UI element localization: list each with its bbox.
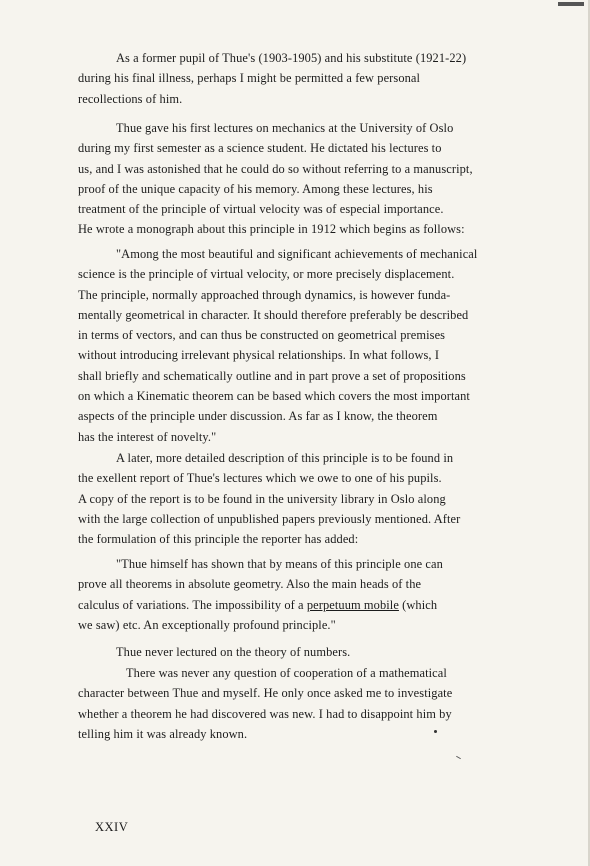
- text-line: character between Thue and myself. He only once asked me to investigate: [78, 686, 453, 701]
- scan-speck: [456, 756, 461, 759]
- paragraph-4: [78, 448, 518, 549]
- text-line: telling him it was already known.: [78, 726, 248, 741]
- text-line: without introducing irrelevant physical relationships. In what follows, I: [78, 348, 440, 363]
- text-line: The principle, normally approached through dynamics, is however funda-: [78, 287, 451, 302]
- underlined-phrase: perpetuum mobile: [306, 597, 399, 612]
- text-line: we saw) etc. An exceptionally profound principle.": [78, 617, 336, 632]
- text-line: during his final illness, perhaps I might be permitted a few personal: [78, 71, 421, 86]
- paragraph-6: [78, 642, 518, 662]
- text-line: the exellent report of Thue's lectures which we owe to one of his pupils.: [78, 471, 442, 486]
- text-line: on which a Kinematic theorem can be based which covers the most important: [78, 389, 470, 404]
- page-number: XXIV: [95, 820, 129, 834]
- text-line: us, and I was astonished that he could do so without referring to a manuscript,: [78, 161, 473, 176]
- text-line: aspects of the principle under discussion. As far as I know, the theorem: [78, 409, 438, 424]
- text-segment: calculus of variations. The impossibility of a: [78, 597, 307, 612]
- text-line: the formulation of this principle the reporter has added:: [78, 532, 359, 547]
- text-line: There was never any question of cooperation of a mathematical: [126, 666, 447, 680]
- scan-mark: [558, 2, 584, 6]
- text-line: in terms of vectors, and can thus be constructed on geometrical premises: [78, 328, 446, 343]
- text-line: during my first semester as a science student. He dictated his lectures to: [78, 141, 442, 156]
- text-segment: (which: [398, 597, 438, 612]
- paragraph-1: [78, 48, 518, 109]
- text-line: "Thue himself has shown that by means of this principle one can: [116, 557, 443, 571]
- scan-speck: [434, 730, 437, 733]
- text-line: Thue never lectured on the theory of numbers.: [116, 645, 351, 659]
- text-line: He wrote a monograph about this principle in 1912 which begins as follows:: [78, 222, 465, 237]
- quotation-1: [78, 244, 518, 447]
- text-line: [78, 595, 518, 615]
- text-line: mentally geometrical in character. It should therefore preferably be described: [78, 307, 469, 322]
- text-line: science is the principle of virtual velocity, or more precisely displacement.: [78, 267, 455, 282]
- text-line: A copy of the report is to be found in the university library in Oslo along: [78, 491, 446, 506]
- text-line: whether a theorem he had discovered was new. I had to disappoint him by: [78, 706, 452, 721]
- text-line: shall briefly and schematically outline and in part prove a set of propositions: [78, 368, 466, 383]
- text-line: A later, more detailed description of this principle is to be found in: [116, 451, 454, 465]
- text-line: treatment of the principle of virtual velocity was of especial importance.: [78, 202, 444, 217]
- text-line: recollections of him.: [78, 91, 183, 106]
- text-line: "Among the most beautiful and significant achievements of mechanical: [116, 247, 478, 261]
- text-line: Thue gave his first lectures on mechanics at the University of Oslo: [116, 121, 454, 135]
- paragraph-7: [78, 663, 518, 744]
- quotation-2: [78, 554, 518, 635]
- text-line: proof of the unique capacity of his memory. Among these lectures, his: [78, 181, 433, 196]
- paragraph-2: [78, 118, 518, 240]
- text-line: prove all theorems in absolute geometry. Also the main heads of the: [78, 577, 422, 592]
- text-line: has the interest of novelty.": [78, 429, 217, 444]
- text-line: As a former pupil of Thue's (1903-1905) and his substitute (1921-22): [116, 51, 467, 65]
- text-line: with the large collection of unpublished papers previously mentioned. After: [78, 511, 461, 526]
